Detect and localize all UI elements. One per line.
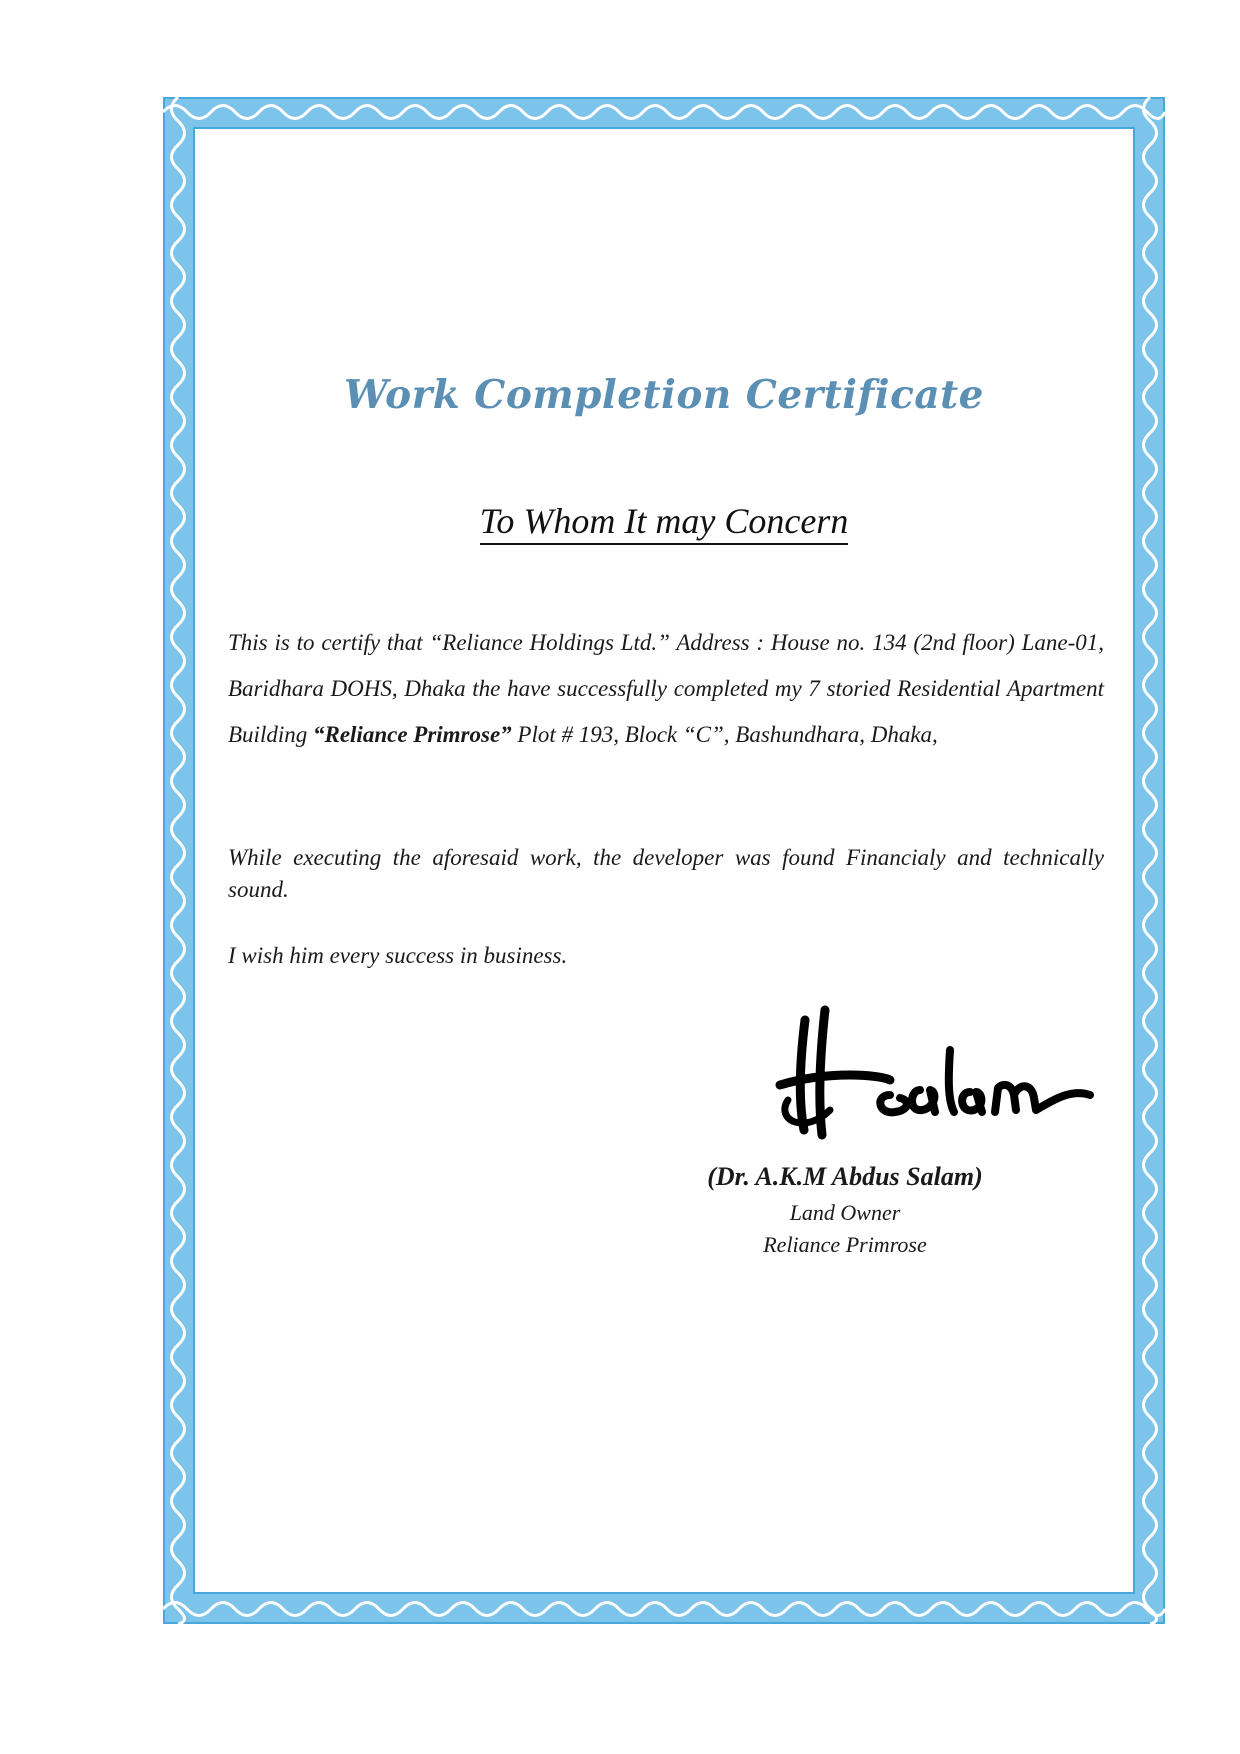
salutation-text: To Whom It may Concern (480, 501, 849, 545)
project-name: “Reliance Primrose” (312, 722, 512, 747)
handwritten-signature (770, 1000, 1100, 1140)
wishes-paragraph: I wish him every success in business. (228, 943, 568, 968)
certification-paragraph (228, 620, 1104, 758)
signee-organization: Reliance Primrose (763, 1232, 927, 1257)
paragraph1-after: Plot # 193, Block “C”, Bashundhara, Dhaka, (511, 722, 938, 747)
signee-role: Land Owner (789, 1200, 901, 1225)
paragraph1-before: This is to certify that “Reliance Holdings Ltd.” Address : House no. 134 (2nd floor) Lane-01, Baridhara DOHS, Dhaka the have successfully completed my 7 storied Residential Apartment Building (228, 630, 1104, 747)
salutation-heading (193, 500, 1135, 542)
developer-assessment-paragraph: While executing the aforesaid work, the developer was found Financialy and technically sound. (228, 845, 1104, 902)
signee-name: (Dr. A.K.M Abdus Salam) (707, 1162, 983, 1191)
certificate-title: Work Completion Certificate (344, 372, 984, 418)
